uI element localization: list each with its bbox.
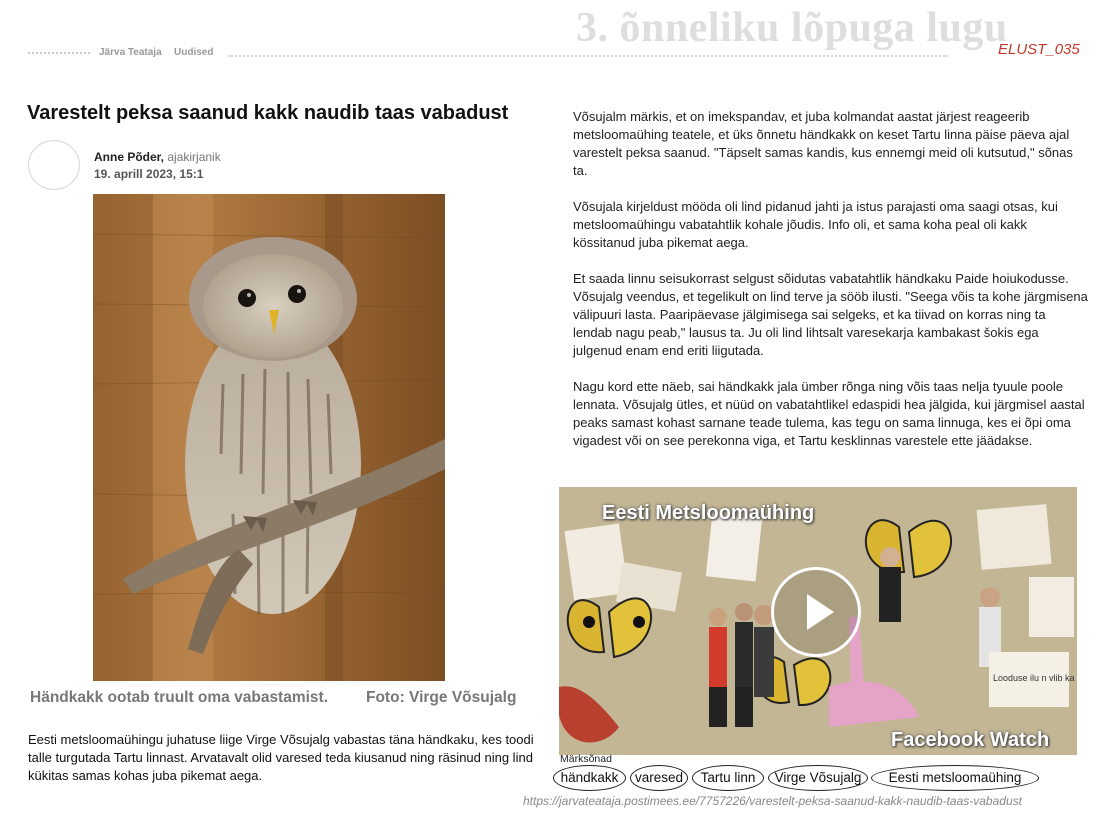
tag-item[interactable]: Virge Võsujalg	[768, 765, 868, 791]
publish-date: 19. aprill 2023, 15:1	[94, 167, 204, 181]
author-avatar[interactable]	[28, 140, 80, 190]
photo-caption: Händkakk ootab truult oma vabastamist.	[30, 689, 329, 706]
author-line	[94, 150, 221, 164]
article-title: Varestelt peksa saanud kakk naudib taas vabadust	[27, 102, 509, 124]
play-icon	[774, 570, 858, 654]
play-button[interactable]	[771, 567, 861, 657]
video-sign-text: Looduse ilu n vlib ka	[993, 673, 1075, 683]
tag-item[interactable]: varesed	[630, 765, 688, 791]
owl-photo[interactable]	[93, 194, 445, 681]
header-divider-left	[28, 52, 90, 54]
article-body	[573, 108, 1088, 468]
breadcrumb-section[interactable]: Uudised	[174, 47, 214, 58]
tag-item[interactable]: händkakk	[553, 765, 626, 791]
body-paragraph: Et saada linnu seisukorrast selgust sõidutas vabatahtlik händkaku Paide hoiukodusse. Võsujalg veendus, et tegelikult on lind terve ja sööb ilusti. "Seega võis ta kohe järgmisena välipuuri lasta. Paaripäevase jälgimisega sai selgeks, et ka tiivad on korras ning ta lendab nagu peab," lausus ta. Ju oli lind lihtsalt varesekarja kambakast šokis ega julgenud enam end eriti liigutada.	[573, 271, 1088, 358]
body-paragraph: Nagu kord ette näeb, sai händkakk jala ümber rõnga ning võis taas nelja tyuule poole lennata. Võsujalg ütles, et nüüd on vabatahtlikel edaspidi hea jälgida, kui järgmisel aastal peaks samast kohast sarnane teade tulema, kas tegu on sama linnuga, kes ei õpi oma vigadest või on see perekonna viga, et Tartu kesklinnas varestele ette jäädakse.	[573, 379, 1085, 448]
section-headline: 3. õnneliku lõpuga lugu	[576, 5, 1008, 51]
story-code: ELUST_035	[998, 41, 1080, 58]
breadcrumb-publication[interactable]: Järva Teataja	[99, 47, 162, 58]
video-page-title[interactable]: Eesti Metsloomaühing	[602, 502, 815, 524]
source-url[interactable]: https://jarvateataja.postimees.ee/7757226/varestelt-peksa-saanud-kakk-naudib-taas-vabadust	[523, 794, 1022, 808]
body-paragraph: Võsujala kirjeldust mööda oli lind pidanud jahti ja istus parajasti oma saagi otsas, kui metsloomaühingu vabatahtlik kohale jõudis. Info oli, et sama koha peal oli kakk kössitanud juba pikemat aega.	[573, 199, 1058, 250]
tag-item[interactable]: Eesti metsloomaühing	[871, 765, 1039, 791]
body-paragraph: Võsujalm märkis, et on imekspandav, et juba kolmandat aastat järjest reageerib metsloomaühing teatele, et üks õnnetu händkakk on keset Tartu linna päise päeva ajal varestelt peksa saanud. "Täpselt samas kandis, kus ennemgi meid oli kutsutud," sõnas ta.	[573, 109, 1073, 178]
video-platform-label[interactable]: Facebook Watch	[891, 729, 1050, 751]
tags-label: Märksõnad	[560, 753, 612, 765]
photo-credit: Foto: Virge Võsujalg	[366, 689, 517, 706]
article-lead: Eesti metsloomaühingu juhatuse liige Virge Võsujalg vabastas täna händkaku, kes toodi talle turgutada Tartu linnast. Arvatavalt olid varesed teda kiusanud ning räsinud ning lind kükitas samas kohas juba pikemat aega.	[28, 732, 534, 783]
author-name[interactable]: Anne Põder,	[94, 150, 165, 164]
header-divider-right	[228, 55, 948, 57]
tag-item[interactable]: Tartu linn	[692, 765, 764, 791]
author-role: ajakirjanik	[167, 150, 221, 164]
